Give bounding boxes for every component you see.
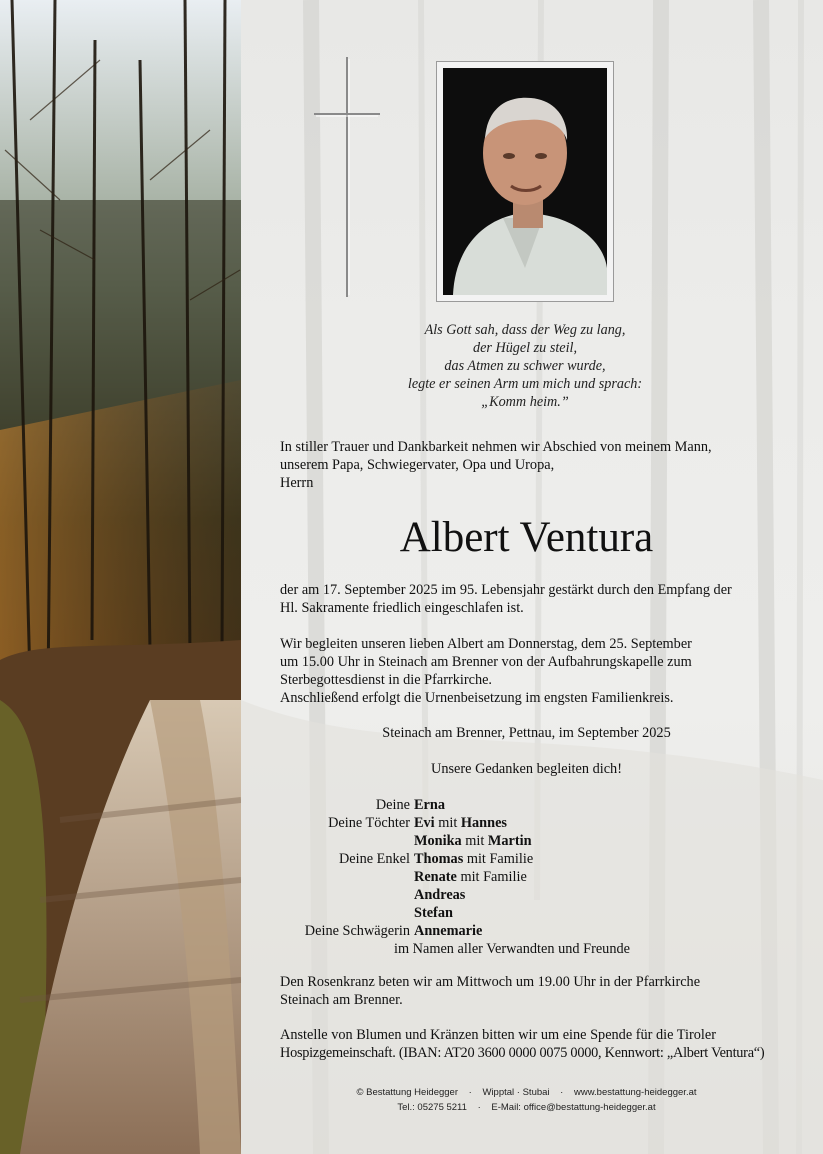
family-member: Martin <box>487 833 532 849</box>
footer-email[interactable]: E-Mail: office@bestattung-heidegger.at <box>491 1102 656 1113</box>
footer-website[interactable]: www.bestattung-heidegger.at <box>573 1087 697 1098</box>
forest-path-illustration <box>0 0 241 1154</box>
family-joiner: mit <box>465 833 485 849</box>
poem-line: das Atmen zu schwer wurde, <box>444 358 606 374</box>
family-row <box>280 922 773 940</box>
family-relation: Deine Schwägerin <box>304 923 410 939</box>
footer-separator: · <box>477 1102 481 1113</box>
passing-line: Hl. Sakramente friedlich eingeschlafen ist. <box>280 600 524 616</box>
footer-line <box>280 1085 773 1100</box>
funeral-line: Anschließend erfolgt die Urnenbeisetzung im engsten Familienkreis. <box>280 690 674 706</box>
poem-line: legte er seinen Arm um mich und sprach: <box>407 376 643 392</box>
thoughts-line: Unsere Gedanken begleiten dich! <box>431 761 622 777</box>
portrait-frame <box>436 61 614 302</box>
intro-line: unserem Papa, Schwiegervater, Opa und Uropa, <box>280 457 555 473</box>
passing-paragraph <box>280 581 773 617</box>
poem-line: Als Gott sah, dass der Weg zu lang, <box>424 322 626 338</box>
family-member: Thomas <box>414 851 464 867</box>
family-row <box>280 832 773 850</box>
family-row <box>280 850 773 868</box>
funeral-line: Wir begleiten unseren lieben Albert am Donnerstag, dem 25. September <box>280 636 692 652</box>
funeral-paragraph <box>280 635 773 707</box>
donation-line: Anstelle von Blumen und Kränzen bitten wir um eine Spende für die Tiroler <box>280 1027 716 1043</box>
family-member: Annemarie <box>414 923 483 939</box>
family-row <box>280 796 773 814</box>
family-row <box>280 904 773 922</box>
rosary-line: Steinach am Brenner. <box>280 992 403 1008</box>
intro-line: In stiller Trauer und Dankbarkeit nehmen wir Abschied von meinem Mann, <box>280 439 712 455</box>
family-suffix: mit Familie <box>460 869 527 885</box>
family-member: Andreas <box>414 887 466 903</box>
family-list <box>280 796 773 958</box>
footer-region: Wipptal · Stubai <box>482 1087 550 1098</box>
poem-line: „Komm heim.” <box>481 394 569 410</box>
footer-company: © Bestattung Heidegger <box>356 1087 459 1098</box>
donation-line: Hospizgemeinschaft. (IBAN: AT20 3600 0000 0075 0000, Kennwort: „Albert Ventura“) <box>280 1045 765 1061</box>
donation-paragraph <box>280 1026 773 1062</box>
forest-path-photo <box>0 0 241 1154</box>
funeral-line: um 15.00 Uhr in Steinach am Brenner von der Aufbahrungskapelle zum <box>280 654 692 670</box>
poem-line: der Hügel zu steil, <box>472 340 578 356</box>
memorial-poem <box>380 321 670 411</box>
family-closing: im Namen aller Verwandten und Freunde <box>394 941 630 957</box>
passing-line: der am 17. September 2025 im 95. Lebensjahr gestärkt durch den Empfang der <box>280 582 732 598</box>
portrait-photo <box>443 68 607 295</box>
footer-phone[interactable]: Tel.: 05275 5211 <box>397 1102 467 1113</box>
cross-icon <box>314 57 380 297</box>
funeral-line: Sterbegottesdienst in die Pfarrkirche. <box>280 672 493 688</box>
portrait-illustration <box>443 68 607 295</box>
family-joiner: mit <box>438 815 458 831</box>
family-member: Stefan <box>414 905 453 921</box>
intro-line: Herrn <box>280 475 314 491</box>
family-row <box>280 868 773 886</box>
family-member: Evi <box>414 815 435 831</box>
family-row <box>280 940 773 958</box>
rosary-line: Den Rosenkranz beten wir am Mittwoch um 19.00 Uhr in der Pfarrkirche <box>280 974 701 990</box>
footer-line <box>280 1100 773 1115</box>
footer-separator: · <box>468 1087 472 1098</box>
family-member: Monika <box>414 833 462 849</box>
family-row <box>280 814 773 832</box>
family-suffix: mit Familie <box>466 851 534 867</box>
family-member: Erna <box>414 797 445 813</box>
place-date: Steinach am Brenner, Pettnau, im September 2025 <box>382 725 671 741</box>
family-member: Hannes <box>460 815 507 831</box>
footer-separator: · <box>560 1087 564 1098</box>
family-relation: Deine Enkel <box>338 851 410 867</box>
undertaker-footer <box>280 1085 773 1115</box>
family-relation: Deine Töchter <box>328 815 410 831</box>
intro-paragraph <box>280 438 773 492</box>
family-row <box>280 886 773 904</box>
rosary-paragraph <box>280 973 773 1009</box>
family-relation: Deine <box>375 797 410 813</box>
deceased-name: Albert Ventura <box>399 514 654 561</box>
family-member: Renate <box>414 869 457 885</box>
